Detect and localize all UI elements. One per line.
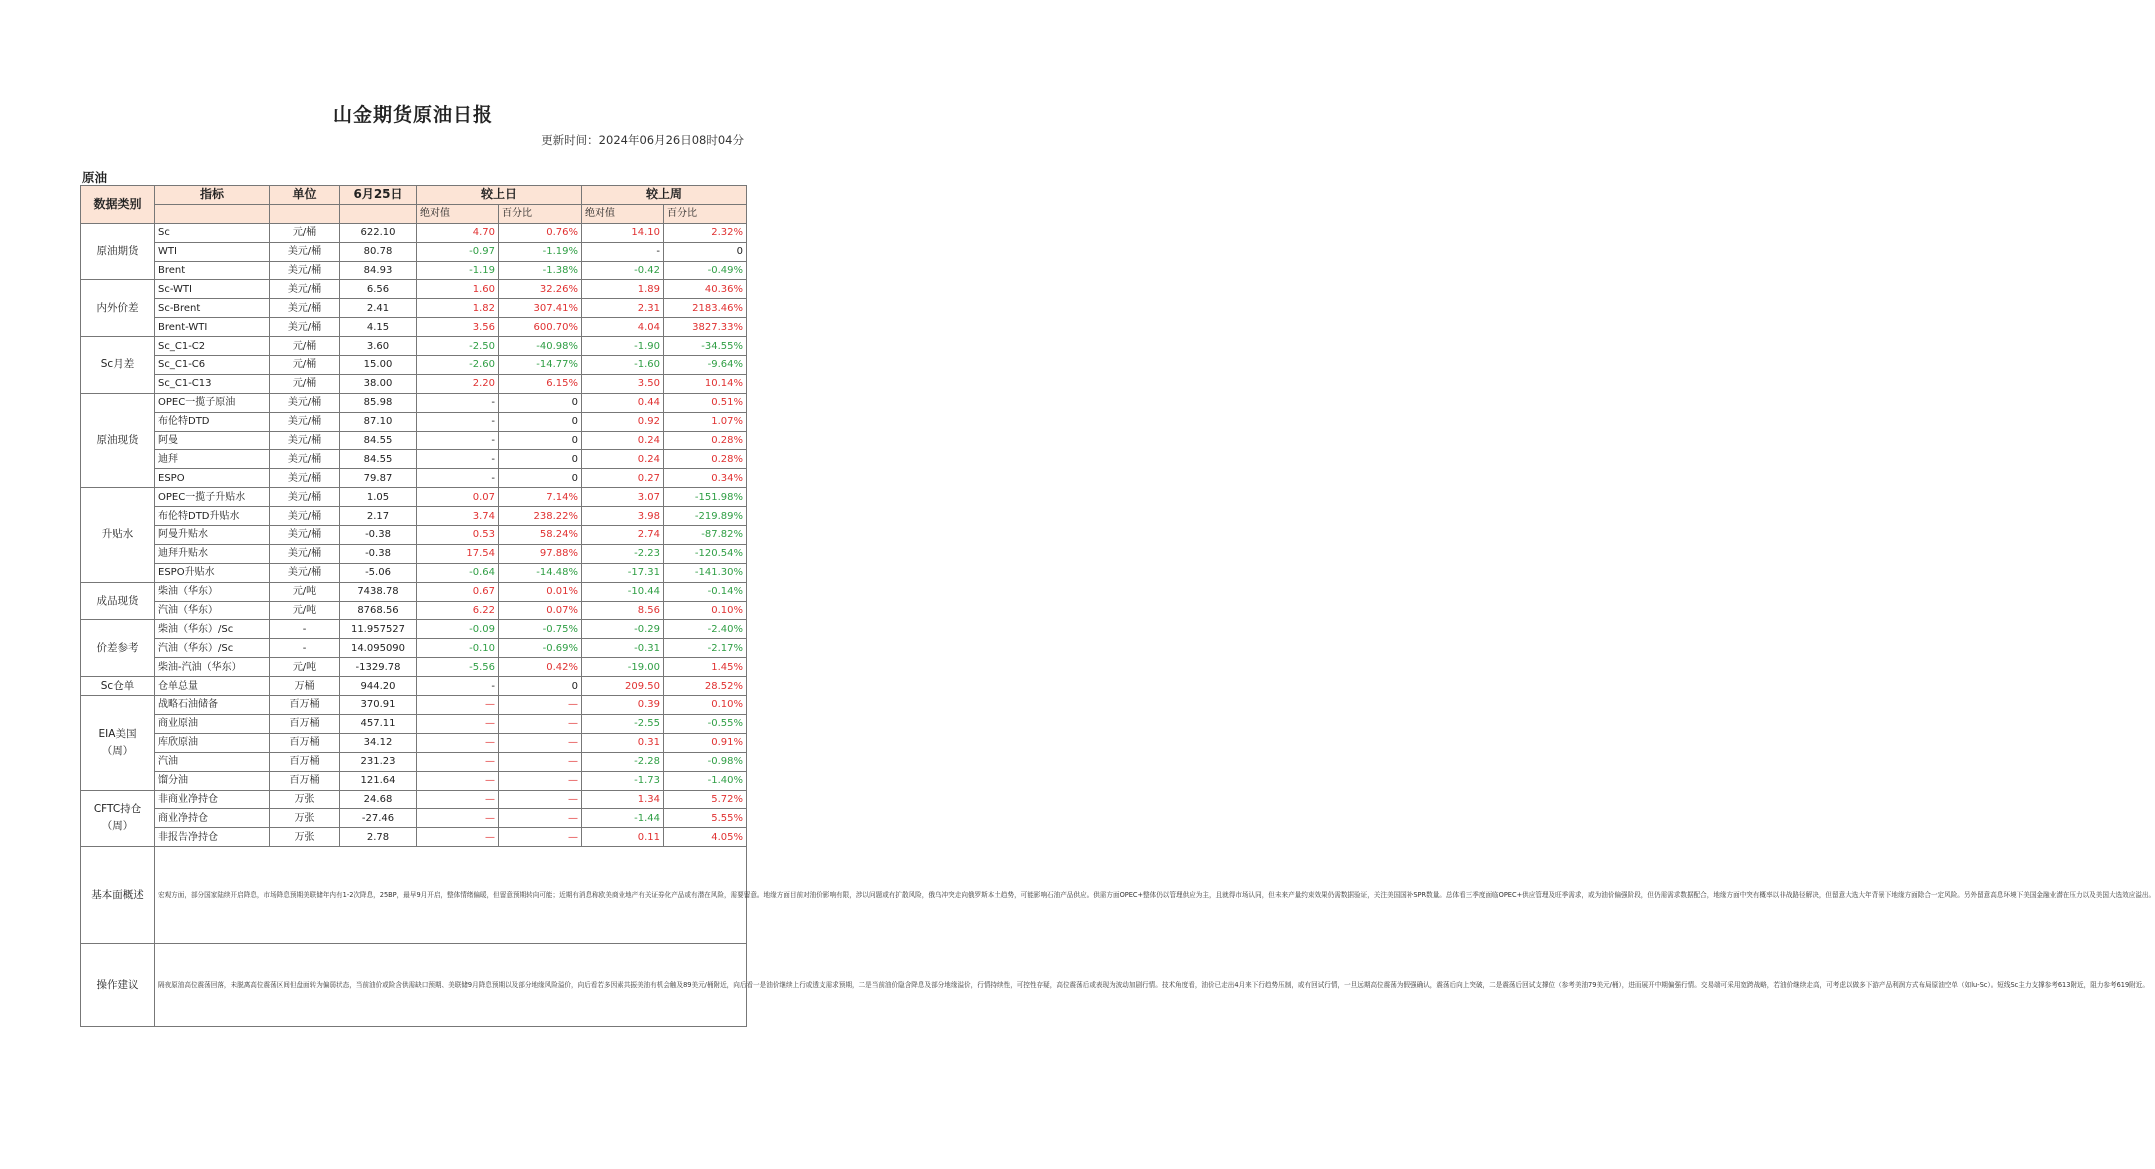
day-abs-cell: 17.54 <box>417 544 499 563</box>
day-abs-cell: -0.10 <box>417 639 499 658</box>
table-row <box>81 582 747 601</box>
value-cell: 15.00 <box>340 356 417 375</box>
day-abs-cell: - <box>417 393 499 412</box>
indicator-cell: WTI <box>155 242 270 261</box>
table-row <box>81 318 747 337</box>
indicator-cell: Sc_C1-C13 <box>155 374 270 393</box>
unit-cell: 百万桶 <box>270 771 340 790</box>
table-row <box>81 507 747 526</box>
table-row <box>81 337 747 356</box>
indicator-cell: ESPO <box>155 469 270 488</box>
category-cell: EIA美国 （周） <box>81 696 155 790</box>
table-row <box>81 696 747 715</box>
unit-cell: 美元/桶 <box>270 450 340 469</box>
week-abs-cell: -19.00 <box>582 658 664 677</box>
value-cell: 34.12 <box>340 733 417 752</box>
header-indicator: 指标 <box>155 186 270 205</box>
day-abs-cell: 0.53 <box>417 526 499 545</box>
table-row <box>81 620 747 639</box>
week-abs-cell: 0.44 <box>582 393 664 412</box>
indicator-cell: 汽油（华东）/Sc <box>155 639 270 658</box>
week-abs-cell: -2.28 <box>582 752 664 771</box>
unit-cell: 美元/桶 <box>270 412 340 431</box>
section-title: 原油 <box>82 170 108 185</box>
indicator-cell: 非商业净持仓 <box>155 790 270 809</box>
week-pct-cell: 0.10% <box>664 601 747 620</box>
value-cell: 3.60 <box>340 337 417 356</box>
day-pct-cell: — <box>499 790 582 809</box>
week-pct-cell: 40.36% <box>664 280 747 299</box>
day-abs-cell: 3.56 <box>417 318 499 337</box>
day-abs-cell: -0.64 <box>417 563 499 582</box>
indicator-cell: 馏分油 <box>155 771 270 790</box>
week-abs-cell: 3.50 <box>582 374 664 393</box>
day-pct-cell: — <box>499 752 582 771</box>
table-row <box>81 299 747 318</box>
unit-cell: 美元/桶 <box>270 299 340 318</box>
value-cell: 84.55 <box>340 450 417 469</box>
table-row <box>81 828 747 847</box>
unit-cell: 万张 <box>270 790 340 809</box>
day-pct-cell: 600.70% <box>499 318 582 337</box>
advice-label: 操作建议 <box>81 944 155 1027</box>
value-cell: 14.095090 <box>340 639 417 658</box>
header-row <box>81 186 747 205</box>
day-abs-cell: — <box>417 771 499 790</box>
value-cell: 622.10 <box>340 223 417 242</box>
value-cell: 80.78 <box>340 242 417 261</box>
week-abs-cell: 1.89 <box>582 280 664 299</box>
week-pct-cell: 10.14% <box>664 374 747 393</box>
unit-cell: 万张 <box>270 809 340 828</box>
week-pct-cell: 5.72% <box>664 790 747 809</box>
unit-cell: 美元/桶 <box>270 507 340 526</box>
week-abs-cell: 1.34 <box>582 790 664 809</box>
unit-cell: 美元/桶 <box>270 544 340 563</box>
unit-cell: - <box>270 620 340 639</box>
category-cell: Sc月差 <box>81 337 155 394</box>
day-abs-cell: — <box>417 752 499 771</box>
unit-cell: 元/桶 <box>270 374 340 393</box>
indicator-cell: 战略石油储备 <box>155 696 270 715</box>
indicator-cell: 商业净持仓 <box>155 809 270 828</box>
table-row <box>81 563 747 582</box>
indicator-cell: 布伦特DTD <box>155 412 270 431</box>
unit-cell: 美元/桶 <box>270 242 340 261</box>
day-pct-cell: 0 <box>499 469 582 488</box>
week-pct-cell: 2.32% <box>664 223 747 242</box>
unit-cell: 元/桶 <box>270 356 340 375</box>
day-pct-cell: 6.15% <box>499 374 582 393</box>
day-pct-cell: -0.69% <box>499 639 582 658</box>
category-cell: Sc仓单 <box>81 677 155 696</box>
week-pct-cell: 3827.33% <box>664 318 747 337</box>
table-row <box>81 431 747 450</box>
week-pct-cell: -120.54% <box>664 544 747 563</box>
indicator-cell: Sc <box>155 223 270 242</box>
week-abs-cell: 0.24 <box>582 431 664 450</box>
unit-cell: 美元/桶 <box>270 318 340 337</box>
day-pct-cell: — <box>499 696 582 715</box>
page-title: 山金期货原油日报 <box>332 104 493 126</box>
value-cell: 4.15 <box>340 318 417 337</box>
day-pct-cell: — <box>499 771 582 790</box>
unit-cell: 元/吨 <box>270 601 340 620</box>
header-vs-prev-day: 较上日 <box>417 186 582 205</box>
week-pct-cell: 1.45% <box>664 658 747 677</box>
day-pct-cell: 0.76% <box>499 223 582 242</box>
day-pct-cell: 0.42% <box>499 658 582 677</box>
table-row <box>81 771 747 790</box>
week-abs-cell: -1.90 <box>582 337 664 356</box>
fundamental-text: 宏观方面，部分国家陆续开启降息，市场降息预期美联储年内有1-2次降息，25BP，最早9月开启，整体情绪偏暖，但留意预期转向可能；近期有消息称欧美商业地产有关证券化产品或有潜在风险，需要留意。地缘方面目前对油价影响有限，涉以问题或有扩散风险，俄乌冲突走向俄罗斯本土趋势，可能影响石油产品供应。供需方面OPEC+整体仍以管理供应为主，且就得市场认同，但未来产量约束效果仍需数据验证，关注美国国补SPR数量。总体看三季度面临OPEC+供应管理及旺季需求，或为油价偏强阶段，但仍需需求数据配合，地缘方面中突有概率以非战路径解决，但留意大选大年背景下地缘方面除合一定风险。另外留意高息环境下美国金融业潜在压力以及美国大选效应溢出。 <box>155 847 747 944</box>
table-row <box>81 733 747 752</box>
indicator-cell: OPEC一揽子原油 <box>155 393 270 412</box>
week-abs-cell: 3.98 <box>582 507 664 526</box>
value-cell: 457.11 <box>340 714 417 733</box>
indicator-cell: Sc_C1-C2 <box>155 337 270 356</box>
indicator-cell: 库欣原油 <box>155 733 270 752</box>
week-pct-cell: -0.55% <box>664 714 747 733</box>
week-pct-cell: 1.07% <box>664 412 747 431</box>
advice-row <box>81 944 747 1027</box>
indicator-cell: 汽油 <box>155 752 270 771</box>
day-abs-cell: - <box>417 431 499 450</box>
category-cell: 原油现货 <box>81 393 155 487</box>
day-abs-cell: 1.82 <box>417 299 499 318</box>
table-row <box>81 261 747 280</box>
week-abs-cell: 0.24 <box>582 450 664 469</box>
day-abs-cell: — <box>417 790 499 809</box>
unit-cell: 元/吨 <box>270 658 340 677</box>
week-pct-cell: -219.89% <box>664 507 747 526</box>
value-cell: 121.64 <box>340 771 417 790</box>
week-pct-cell: 0.34% <box>664 469 747 488</box>
unit-cell: 美元/桶 <box>270 393 340 412</box>
value-cell: -0.38 <box>340 544 417 563</box>
subheader-day-pct: 百分比 <box>499 204 582 223</box>
week-abs-cell: 3.07 <box>582 488 664 507</box>
unit-cell: 元/桶 <box>270 223 340 242</box>
week-abs-cell: 2.74 <box>582 526 664 545</box>
week-pct-cell: 2183.46% <box>664 299 747 318</box>
day-abs-cell: 6.22 <box>417 601 499 620</box>
day-abs-cell: -2.50 <box>417 337 499 356</box>
value-cell: 24.68 <box>340 790 417 809</box>
value-cell: -5.06 <box>340 563 417 582</box>
day-pct-cell: 7.14% <box>499 488 582 507</box>
week-abs-cell: 0.11 <box>582 828 664 847</box>
update-time: 更新时间：2024年06月26日08时04分 <box>541 133 744 147</box>
subheader-week-pct: 百分比 <box>664 204 747 223</box>
header-unit: 单位 <box>270 186 340 205</box>
day-pct-cell: 0 <box>499 431 582 450</box>
week-abs-cell: -1.60 <box>582 356 664 375</box>
unit-cell: 美元/桶 <box>270 431 340 450</box>
day-pct-cell: 0.01% <box>499 582 582 601</box>
unit-cell: 百万桶 <box>270 752 340 771</box>
table-row <box>81 356 747 375</box>
table-row <box>81 677 747 696</box>
week-abs-cell: 0.39 <box>582 696 664 715</box>
week-pct-cell: -2.17% <box>664 639 747 658</box>
day-pct-cell: -40.98% <box>499 337 582 356</box>
value-cell: 370.91 <box>340 696 417 715</box>
unit-cell: 美元/桶 <box>270 526 340 545</box>
table-row <box>81 242 747 261</box>
value-cell: 8768.56 <box>340 601 417 620</box>
week-pct-cell: -0.14% <box>664 582 747 601</box>
value-cell: 1.05 <box>340 488 417 507</box>
value-cell: 84.93 <box>340 261 417 280</box>
value-cell: 231.23 <box>340 752 417 771</box>
unit-cell: - <box>270 639 340 658</box>
week-pct-cell: -0.98% <box>664 752 747 771</box>
day-pct-cell: — <box>499 714 582 733</box>
table-row <box>81 714 747 733</box>
unit-cell: 元/桶 <box>270 337 340 356</box>
table-row <box>81 488 747 507</box>
value-cell: -1329.78 <box>340 658 417 677</box>
table-row <box>81 526 747 545</box>
category-cell: CFTC持仓 （周） <box>81 790 155 847</box>
indicator-cell: Sc-WTI <box>155 280 270 299</box>
week-pct-cell: -9.64% <box>664 356 747 375</box>
value-cell: 85.98 <box>340 393 417 412</box>
week-abs-cell: 209.50 <box>582 677 664 696</box>
value-cell: 2.17 <box>340 507 417 526</box>
table-row <box>81 809 747 828</box>
unit-cell: 百万桶 <box>270 696 340 715</box>
week-abs-cell: -17.31 <box>582 563 664 582</box>
day-abs-cell: -1.19 <box>417 261 499 280</box>
table-row <box>81 280 747 299</box>
day-pct-cell: 307.41% <box>499 299 582 318</box>
value-cell: 7438.78 <box>340 582 417 601</box>
day-pct-cell: 0 <box>499 412 582 431</box>
indicator-cell: 柴油（华东） <box>155 582 270 601</box>
day-abs-cell: — <box>417 714 499 733</box>
week-pct-cell: -141.30% <box>664 563 747 582</box>
week-pct-cell: -1.40% <box>664 771 747 790</box>
indicator-cell: Sc_C1-C6 <box>155 356 270 375</box>
header-vs-prev-week: 较上周 <box>582 186 747 205</box>
day-pct-cell: 0 <box>499 450 582 469</box>
week-abs-cell: 0.31 <box>582 733 664 752</box>
week-abs-cell: -0.42 <box>582 261 664 280</box>
week-abs-cell: 4.04 <box>582 318 664 337</box>
value-cell: 38.00 <box>340 374 417 393</box>
table-row <box>81 223 747 242</box>
indicator-cell: 商业原油 <box>155 714 270 733</box>
category-cell: 价差参考 <box>81 620 155 677</box>
day-pct-cell: 97.88% <box>499 544 582 563</box>
subheader-row <box>81 204 747 223</box>
day-abs-cell: — <box>417 696 499 715</box>
day-abs-cell: -2.60 <box>417 356 499 375</box>
table-row <box>81 374 747 393</box>
day-abs-cell: 0.67 <box>417 582 499 601</box>
category-cell: 内外价差 <box>81 280 155 337</box>
value-cell: 2.41 <box>340 299 417 318</box>
fundamental-label: 基本面概述 <box>81 847 155 944</box>
subheader-week-abs: 绝对值 <box>582 204 664 223</box>
day-abs-cell: -0.09 <box>417 620 499 639</box>
table-row <box>81 639 747 658</box>
day-abs-cell: -5.56 <box>417 658 499 677</box>
value-cell: 11.957527 <box>340 620 417 639</box>
day-pct-cell: 58.24% <box>499 526 582 545</box>
table-row <box>81 601 747 620</box>
day-abs-cell: — <box>417 809 499 828</box>
day-pct-cell: 32.26% <box>499 280 582 299</box>
week-pct-cell: 28.52% <box>664 677 747 696</box>
week-abs-cell: -1.44 <box>582 809 664 828</box>
day-pct-cell: -1.19% <box>499 242 582 261</box>
indicator-cell: Brent-WTI <box>155 318 270 337</box>
value-cell: 87.10 <box>340 412 417 431</box>
unit-cell: 美元/桶 <box>270 469 340 488</box>
day-abs-cell: 3.74 <box>417 507 499 526</box>
day-abs-cell: — <box>417 733 499 752</box>
week-abs-cell: 8.56 <box>582 601 664 620</box>
week-pct-cell: -0.49% <box>664 261 747 280</box>
indicator-cell: Brent <box>155 261 270 280</box>
indicator-cell: 仓单总量 <box>155 677 270 696</box>
day-abs-cell: - <box>417 469 499 488</box>
unit-cell: 美元/桶 <box>270 261 340 280</box>
week-pct-cell: -2.40% <box>664 620 747 639</box>
day-pct-cell: -1.38% <box>499 261 582 280</box>
value-cell: 2.78 <box>340 828 417 847</box>
week-abs-cell: -2.23 <box>582 544 664 563</box>
week-pct-cell: 0 <box>664 242 747 261</box>
unit-cell: 美元/桶 <box>270 488 340 507</box>
day-abs-cell: 4.70 <box>417 223 499 242</box>
indicator-cell: Sc-Brent <box>155 299 270 318</box>
week-pct-cell: 0.10% <box>664 696 747 715</box>
value-cell: 944.20 <box>340 677 417 696</box>
week-pct-cell: 5.55% <box>664 809 747 828</box>
indicator-cell: 柴油-汽油（华东） <box>155 658 270 677</box>
unit-cell: 百万桶 <box>270 714 340 733</box>
week-pct-cell: -87.82% <box>664 526 747 545</box>
unit-cell: 万张 <box>270 828 340 847</box>
value-cell: -27.46 <box>340 809 417 828</box>
day-pct-cell: — <box>499 828 582 847</box>
table-row <box>81 790 747 809</box>
day-pct-cell: — <box>499 809 582 828</box>
day-abs-cell: - <box>417 677 499 696</box>
week-pct-cell: 0.28% <box>664 431 747 450</box>
week-pct-cell: -151.98% <box>664 488 747 507</box>
indicator-cell: 非报告净持仓 <box>155 828 270 847</box>
day-pct-cell: -0.75% <box>499 620 582 639</box>
subheader-day-abs: 绝对值 <box>417 204 499 223</box>
week-abs-cell: -0.31 <box>582 639 664 658</box>
indicator-cell: ESPO升贴水 <box>155 563 270 582</box>
unit-cell: 万桶 <box>270 677 340 696</box>
table-row <box>81 752 747 771</box>
week-abs-cell: -2.55 <box>582 714 664 733</box>
advice-text: 隔夜原油高位震荡回落，未脱离高位震荡区间但盘面转为偏弱状态，当前油价或险含供需缺口预期、美联储9月降息预期以及部分地缘风险溢价，向后看若多因素共振美油有机会触及89美元/桶附近，向后看一是油价继续上行或透支需求预期，二是当前油价隐含降息及部分地缘溢价，行情持续性，可控性存疑，高位震荡后或表现为波动加剧行情。技术角度看，油价已走出4月来下行趋势压制，或有回试行情，一旦远期高位震荡为假强确认，震荡后向上突破，二是震荡后回试支撑位（参考美油79美元/桶），进而展开中期偏强行情。交易端可采用宽跨战略，若油价继续走高，可考虑以做多下游产品利润方式布局原油空单（如lu-Sc）。短线Sc主力支撑参考613附近，阻力参考619附近。 <box>155 944 747 1027</box>
week-abs-cell: - <box>582 242 664 261</box>
category-cell: 升贴水 <box>81 488 155 582</box>
day-abs-cell: 2.20 <box>417 374 499 393</box>
header-category: 数据类别 <box>81 186 155 224</box>
week-abs-cell: 14.10 <box>582 223 664 242</box>
week-abs-cell: -1.73 <box>582 771 664 790</box>
fundamental-row <box>81 847 747 944</box>
day-pct-cell: 238.22% <box>499 507 582 526</box>
table-row <box>81 544 747 563</box>
day-abs-cell: - <box>417 450 499 469</box>
unit-cell: 美元/桶 <box>270 563 340 582</box>
value-cell: 6.56 <box>340 280 417 299</box>
indicator-cell: 汽油（华东） <box>155 601 270 620</box>
week-abs-cell: 2.31 <box>582 299 664 318</box>
week-abs-cell: -0.29 <box>582 620 664 639</box>
week-abs-cell: 0.92 <box>582 412 664 431</box>
day-pct-cell: 0 <box>499 393 582 412</box>
table-row <box>81 658 747 677</box>
week-abs-cell: 0.27 <box>582 469 664 488</box>
day-abs-cell: 0.07 <box>417 488 499 507</box>
indicator-cell: 柴油（华东）/Sc <box>155 620 270 639</box>
indicator-cell: 迪拜升贴水 <box>155 544 270 563</box>
indicator-cell: 阿曼升贴水 <box>155 526 270 545</box>
header-date: 6月25日 <box>340 186 417 205</box>
day-pct-cell: 0.07% <box>499 601 582 620</box>
day-abs-cell: - <box>417 412 499 431</box>
category-cell: 成品现货 <box>81 582 155 620</box>
table-row <box>81 412 747 431</box>
week-pct-cell: 0.51% <box>664 393 747 412</box>
week-pct-cell: 0.91% <box>664 733 747 752</box>
week-pct-cell: 0.28% <box>664 450 747 469</box>
table-row <box>81 450 747 469</box>
week-abs-cell: -10.44 <box>582 582 664 601</box>
value-cell: 84.55 <box>340 431 417 450</box>
day-pct-cell: 0 <box>499 677 582 696</box>
day-abs-cell: -0.97 <box>417 242 499 261</box>
indicator-cell: 阿曼 <box>155 431 270 450</box>
unit-cell: 百万桶 <box>270 733 340 752</box>
table-row <box>81 393 747 412</box>
unit-cell: 元/吨 <box>270 582 340 601</box>
crude-oil-table <box>80 185 2155 1027</box>
unit-cell: 美元/桶 <box>270 280 340 299</box>
indicator-cell: 迪拜 <box>155 450 270 469</box>
indicator-cell: 布伦特DTD升贴水 <box>155 507 270 526</box>
week-pct-cell: -34.55% <box>664 337 747 356</box>
day-abs-cell: — <box>417 828 499 847</box>
day-pct-cell: -14.77% <box>499 356 582 375</box>
day-pct-cell: -14.48% <box>499 563 582 582</box>
indicator-cell: OPEC一揽子升贴水 <box>155 488 270 507</box>
day-abs-cell: 1.60 <box>417 280 499 299</box>
category-cell: 原油期货 <box>81 223 155 280</box>
value-cell: -0.38 <box>340 526 417 545</box>
value-cell: 79.87 <box>340 469 417 488</box>
day-pct-cell: — <box>499 733 582 752</box>
week-pct-cell: 4.05% <box>664 828 747 847</box>
table-row <box>81 469 747 488</box>
